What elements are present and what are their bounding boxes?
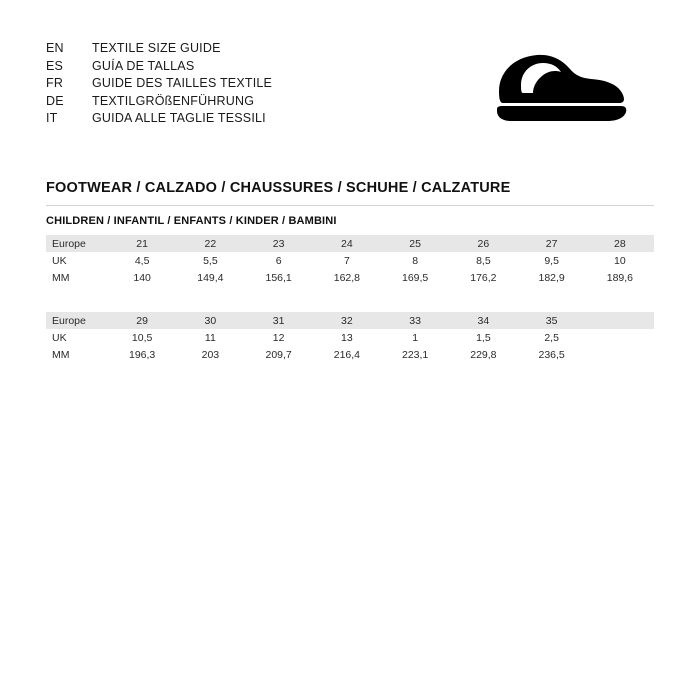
table-cell: 189,6 — [606, 271, 634, 284]
table-row — [46, 252, 654, 269]
table-spacer — [46, 286, 654, 304]
table-cell: 13 — [341, 331, 353, 344]
table-cell: 23 — [245, 235, 313, 252]
language-code: FR — [46, 76, 64, 90]
table-cell: 162,8 — [333, 271, 361, 284]
table-cell: 24 — [313, 235, 381, 252]
table-cell: 33 — [381, 312, 449, 329]
table-cell: 236,5 — [538, 348, 565, 361]
table-cell: 169,5 — [401, 271, 429, 284]
language-text: TEXTILGRÖßENFÜHRUNG — [92, 93, 255, 108]
table-cell: 209,7 — [265, 348, 292, 361]
header — [46, 36, 654, 132]
row-label: UK — [52, 331, 67, 344]
table-cell: 4,5 — [134, 254, 150, 267]
table-cell-empty — [586, 346, 654, 363]
table-cell: 229,8 — [470, 348, 497, 361]
table-cell: 203 — [201, 348, 220, 361]
table-cell: 29 — [108, 312, 176, 329]
row-label: Europe — [46, 235, 108, 252]
table-cell: 21 — [108, 235, 176, 252]
language-code: DE — [46, 93, 64, 108]
table-cell-empty — [586, 312, 654, 329]
table-row — [46, 329, 654, 346]
table-row — [46, 312, 654, 329]
table-cell: 6 — [275, 254, 282, 267]
size-table-children-2 — [46, 312, 654, 363]
language-row — [46, 75, 272, 93]
size-table-children-1 — [46, 235, 654, 286]
table-cell: 10 — [614, 254, 626, 267]
table-cell: 140 — [133, 271, 151, 284]
language-row — [46, 58, 272, 76]
table-cell: 196,3 — [128, 348, 156, 361]
section-title: FOOTWEAR / CALZADO / CHAUSSURES / SCHUHE / CALZATURE — [46, 180, 511, 196]
language-row — [46, 40, 272, 58]
table-cell: 8,5 — [476, 254, 491, 267]
row-label: MM — [52, 271, 70, 284]
group-label: CHILDREN / INFANTIL / ENFANTS / KINDER / BAMBINI — [46, 215, 337, 227]
table-cell: 156,1 — [265, 271, 292, 284]
row-label: UK — [52, 254, 67, 267]
table-cell: 27 — [518, 235, 586, 252]
table-cell: 34 — [449, 312, 517, 329]
language-row — [46, 93, 272, 111]
language-text: TEXTILE SIZE GUIDE — [92, 41, 221, 55]
row-label: Europe — [46, 312, 108, 329]
row-label: MM — [52, 348, 70, 361]
table-cell: 5,5 — [203, 254, 218, 267]
table-cell: 7 — [343, 254, 350, 267]
shoe-icon — [486, 42, 636, 132]
table-cell: 8 — [412, 254, 419, 267]
table-cell: 1 — [412, 331, 419, 344]
table-cell: 31 — [245, 312, 313, 329]
table-cell: 11 — [204, 331, 216, 344]
table-row — [46, 346, 654, 363]
table-cell: 216,4 — [333, 348, 361, 361]
table-cell-empty — [586, 329, 654, 346]
divider — [46, 205, 654, 206]
table-cell: 12 — [272, 331, 285, 344]
language-row — [46, 110, 272, 128]
table-cell: 149,4 — [197, 271, 224, 284]
language-code: IT — [46, 111, 58, 125]
table-cell: 1,5 — [476, 331, 491, 344]
table-cell: 2,5 — [544, 331, 559, 344]
language-code: ES — [46, 58, 64, 73]
language-text: GUÍA DE TALLAS — [92, 58, 195, 73]
table-cell: 176,2 — [470, 271, 497, 284]
language-text: GUIDA ALLE TAGLIE TESSILI — [92, 111, 266, 125]
table-cell: 223,1 — [401, 348, 429, 361]
table-cell: 25 — [381, 235, 449, 252]
table-row — [46, 235, 654, 252]
table-cell: 22 — [176, 235, 244, 252]
table-cell: 30 — [176, 312, 244, 329]
table-cell: 182,9 — [538, 271, 565, 284]
table-cell: 9,5 — [544, 254, 559, 267]
table-cell: 10,5 — [131, 331, 153, 344]
table-row — [46, 269, 654, 286]
language-list — [46, 40, 272, 128]
table-cell: 32 — [313, 312, 381, 329]
language-code: EN — [46, 41, 64, 55]
table-cell: 35 — [518, 312, 586, 329]
table-cell: 28 — [586, 235, 654, 252]
table-cell: 26 — [449, 235, 517, 252]
language-text: GUIDE DES TAILLES TEXTILE — [92, 76, 273, 90]
